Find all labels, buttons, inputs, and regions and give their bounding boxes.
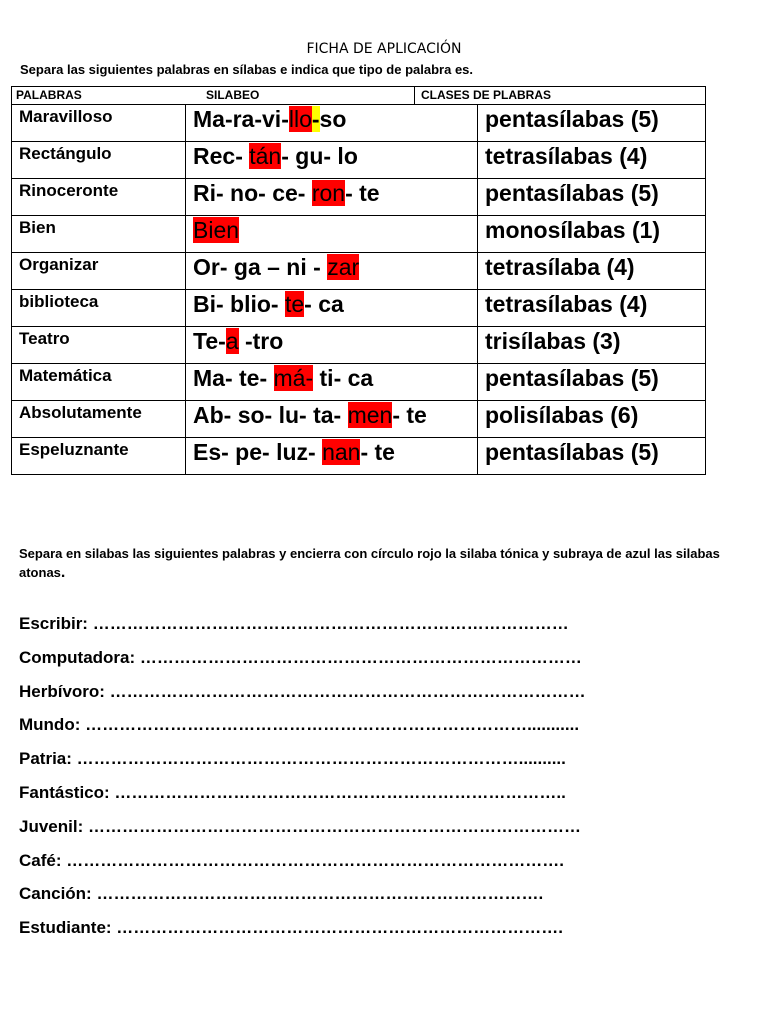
instruction-2-text: Separa en silabas las siguientes palabras y encierra con círculo rojo la silaba tónica y subraya de azul las silabas atonas (19, 546, 720, 580)
tonic-syllable: má- (273, 365, 314, 391)
header-clases: CLASES DE PLABRAS (414, 87, 705, 104)
syllable-segment: Ri- no- ce- (193, 180, 312, 206)
syllable-segment: Ma- te- (193, 365, 274, 391)
syllable-segment: Ma-ra-vi- (193, 106, 289, 132)
instruction-1: Separa las siguientes palabras en sílabas e indica que tipo de palabra es. (20, 62, 474, 77)
tonic-syllable: te (284, 291, 305, 317)
instruction-2-period: . (60, 564, 66, 581)
syllable-cell (185, 401, 477, 437)
syllable-segment: - (311, 106, 320, 132)
word-cell: biblioteca (19, 292, 99, 311)
class-cell: pentasílabas (5) (477, 364, 705, 400)
tonic-syllable: men (347, 402, 393, 428)
class-cell: pentasílabas (5) (477, 105, 705, 141)
exercise-line: Juvenil: …………………………………………………………………………… (19, 816, 581, 836)
word-cell: Maravilloso (19, 107, 113, 126)
table-row (12, 215, 705, 252)
syllable-segment: so (319, 106, 347, 132)
table-row (12, 141, 705, 178)
word-cell: Rectángulo (19, 144, 112, 163)
syllable-cell (185, 253, 477, 289)
syllable-segment: Te- (193, 328, 226, 354)
class-cell: trisílabas (3) (477, 327, 705, 363)
syllable-segment: - te (360, 439, 395, 465)
syllable-cell (185, 142, 477, 178)
table-row (12, 437, 705, 474)
syllable-table (11, 86, 706, 475)
exercise-line: Escribir: ………………………………………………………………………… (19, 614, 569, 633)
syllable-cell (185, 216, 477, 252)
class-cell: polisílabas (6) (477, 401, 705, 437)
syllable-segment: - te (392, 402, 427, 428)
syllable-segment: Ab- so- lu- ta- (193, 402, 348, 428)
exercise-line: Computadora: …………………………………………………………………… (19, 647, 582, 667)
exercise-line: Canción: ……………………………………………………………………. (19, 884, 544, 904)
syllable-segment: Or- ga – ni - (193, 254, 328, 280)
tonic-syllable: a (225, 328, 239, 354)
tonic-syllable: tán (249, 143, 282, 169)
syllable-cell (185, 438, 477, 474)
syllable-cell (185, 290, 477, 326)
syllable-segment: Rec- (193, 143, 250, 169)
table-row (12, 289, 705, 326)
tonic-syllable: nan (322, 439, 361, 465)
table-row (12, 178, 705, 215)
table-body (12, 105, 705, 474)
word-cell: Absolutamente (19, 403, 142, 422)
header-silabeo: SILABEO (206, 88, 260, 102)
syllable-segment: - ca (304, 291, 344, 317)
exercise-line: Café: ……………………………………………………………………………. (19, 850, 564, 870)
table-row (12, 105, 705, 141)
header-palabras: PALABRAS (16, 88, 82, 102)
word-cell: Espeluznante (19, 440, 129, 459)
word-cell: Teatro (19, 329, 70, 348)
tonic-syllable: ron (311, 180, 346, 206)
class-cell: monosílabas (1) (477, 216, 705, 252)
table-header (12, 87, 705, 105)
syllable-segment: ti- ca (313, 365, 374, 391)
exercise-line: Patria: …………………………………………………………………….......... (19, 749, 566, 769)
syllable-cell (185, 179, 477, 215)
syllable-segment: Bi- blio- (193, 291, 285, 317)
instruction-2 (19, 544, 759, 582)
tonic-syllable: Bien (193, 217, 240, 243)
word-cell: Matemática (19, 366, 112, 385)
class-cell: pentasílabas (5) (477, 438, 705, 474)
tonic-syllable: zar (327, 254, 360, 280)
word-cell: Organizar (19, 255, 99, 274)
word-cell: Bien (19, 218, 56, 237)
syllable-segment: - gu- lo (281, 143, 358, 169)
exercise-line: Fantástico: …………………………………………………………………….. (19, 783, 566, 802)
table-row (12, 363, 705, 400)
table-row (12, 400, 705, 437)
syllable-segment: - te (345, 180, 380, 206)
syllable-cell (185, 105, 477, 141)
exercise-line: Herbívoro: ………………………………………………………………………… (19, 681, 586, 701)
exercise-line: Estudiante: ……………………………………………………………………. (19, 918, 564, 938)
class-cell: tetrasílaba (4) (477, 253, 705, 289)
table-row (12, 252, 705, 289)
syllable-cell (185, 364, 477, 400)
word-cell: Rinoceronte (19, 181, 119, 200)
syllable-segment: Es- pe- luz- (193, 439, 323, 465)
exercise-line: Mundo: ……………………………………………………………………........... (19, 715, 580, 735)
syllable-cell (185, 327, 477, 363)
tonic-syllable: llo (288, 106, 312, 132)
page-title: FICHA DE APLICACIÓN (306, 41, 462, 57)
syllable-segment: -tro (238, 328, 284, 354)
class-cell: tetrasílabas (4) (477, 290, 705, 326)
class-cell: pentasílabas (5) (477, 179, 705, 215)
class-cell: tetrasílabas (4) (477, 142, 705, 178)
table-row (12, 326, 705, 363)
